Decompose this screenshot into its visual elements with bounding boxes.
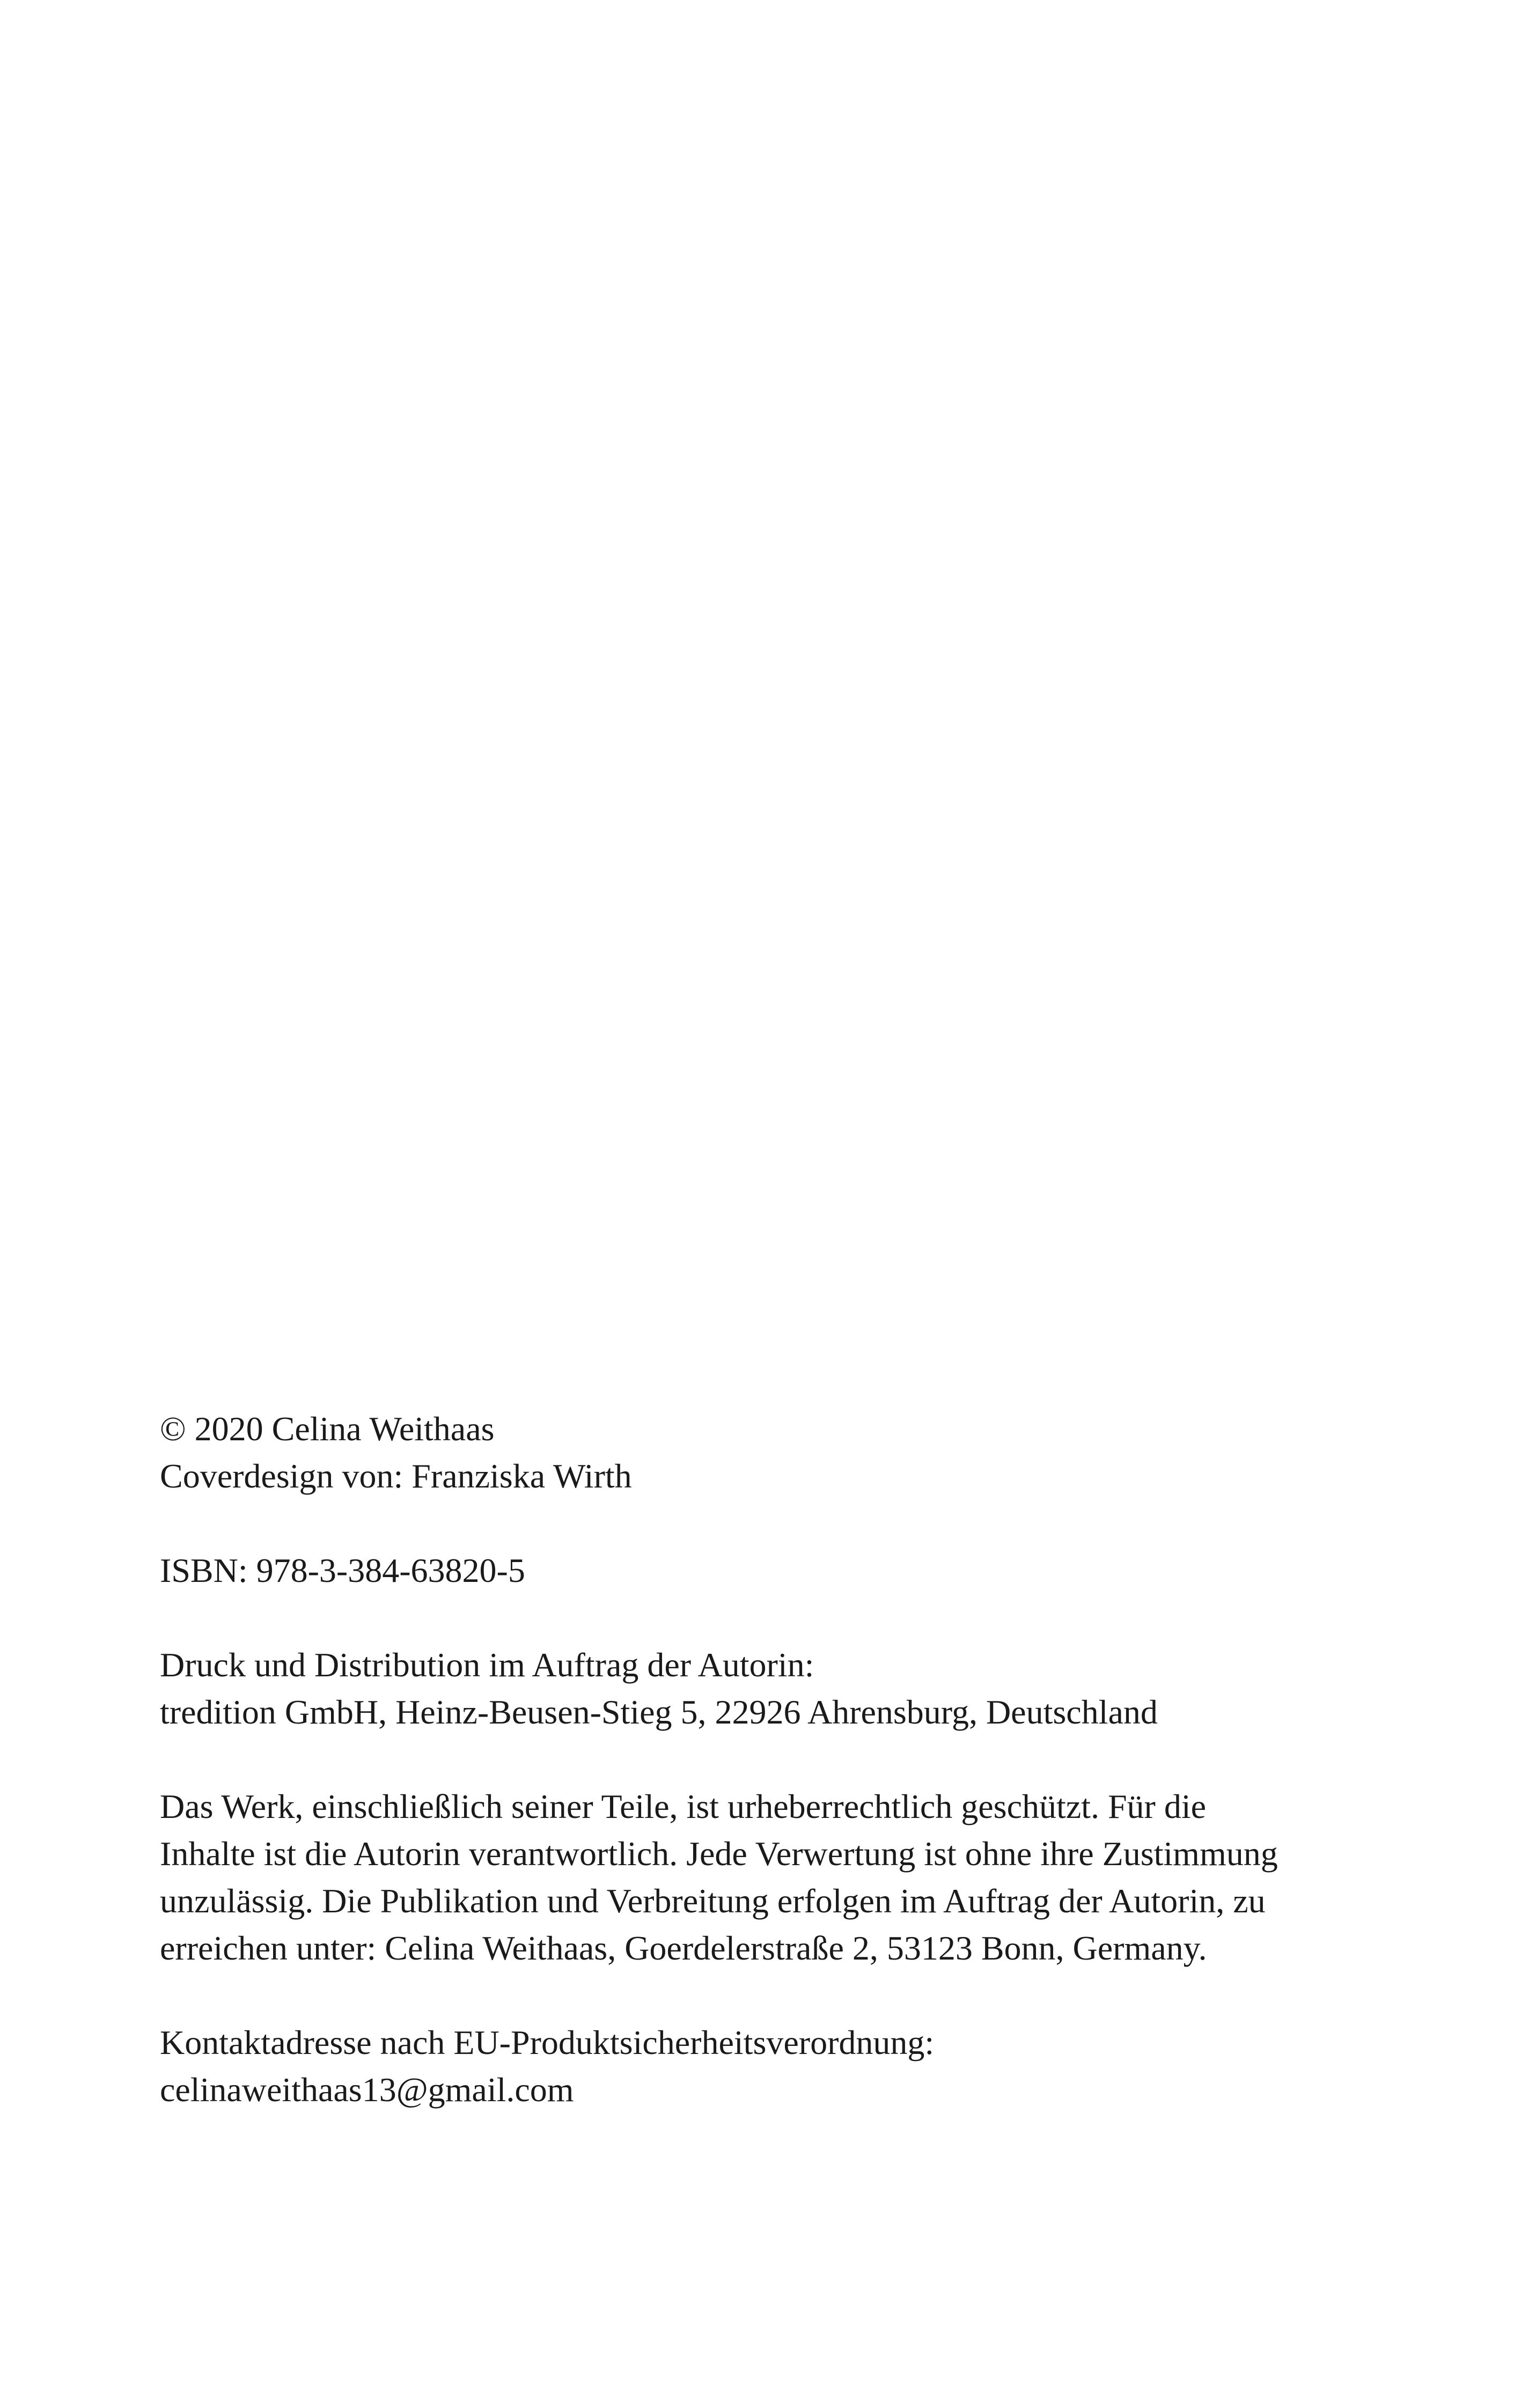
copyright-section [160,1405,1394,1500]
rights-line: Inhalte ist die Autorin verantwortlich. Jede Verwertung ist ohne ihre Zustimmung [160,1835,1278,1873]
rights-line: erreichen unter: Celina Weithaas, Goerdelerstraße 2, 53123 Bonn, Germany. [160,1929,1207,1967]
isbn-section [160,1547,1394,1594]
distribution-line: Druck und Distribution im Auftrag der Autorin: [160,1646,814,1684]
isbn-line: ISBN: 978-3-384-63820-5 [160,1551,525,1589]
publisher-address-line: tredition GmbH, Heinz-Beusen-Stieg 5, 22926 Ahrensburg, Deutschland [160,1693,1158,1731]
contact-label: Kontaktadresse nach EU-Produktsicherheitsverordnung: [160,2023,935,2061]
rights-line: Das Werk, einschließlich seiner Teile, ist urheberrechtlich geschützt. Für die [160,1787,1207,1825]
rights-line: unzulässig. Die Publikation und Verbreitung erfolgen im Auftrag der Autorin, zu [160,1882,1266,1920]
contact-section [160,2019,1394,2114]
rights-section [160,1783,1394,1972]
copyright-line: © 2020 Celina Weithaas [160,1410,495,1448]
contact-email: celinaweithaas13@gmail.com [160,2071,574,2109]
cover-design-line: Coverdesign von: Franziska Wirth [160,1457,632,1495]
imprint-block [160,1405,1394,2114]
distribution-section [160,1641,1394,1736]
